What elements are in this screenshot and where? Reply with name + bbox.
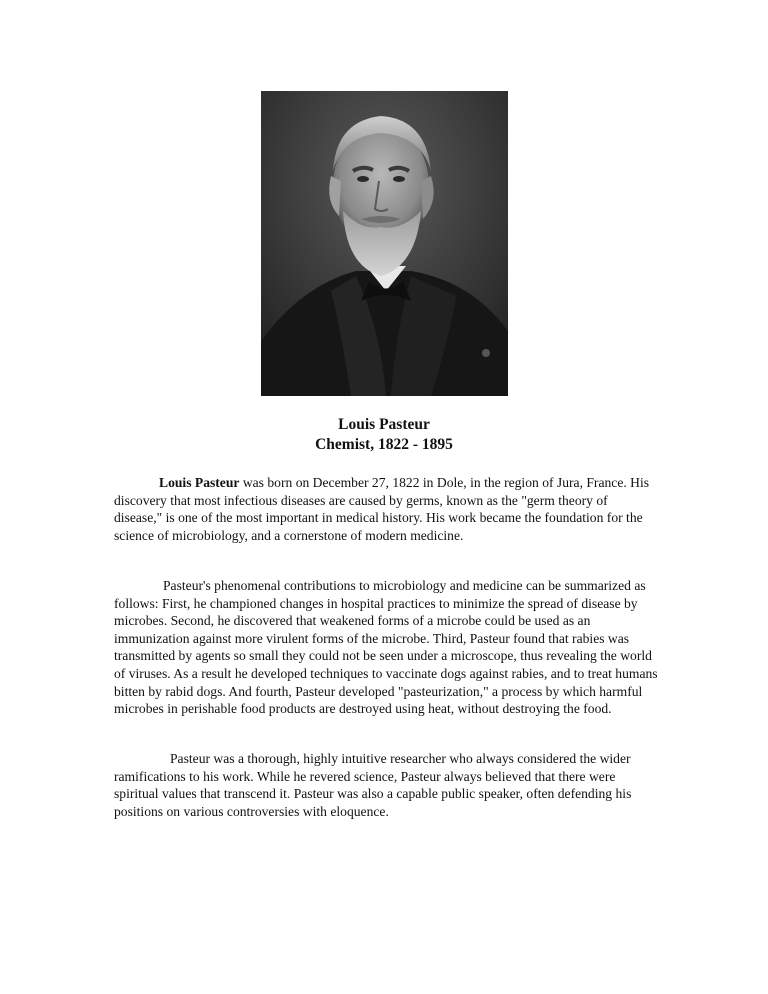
portrait-photo	[261, 91, 508, 396]
biography-paragraph-3	[114, 750, 659, 820]
person-subtitle-heading: Chemist, 1822 - 1895	[315, 436, 453, 453]
paragraph-1-text: was born on December 27, 1822 in Dole, in the region of Jura, France. His discovery that most infectious diseases are caused by germs, known as the "germ theory of disease," is one of the most important in medical history. His work became the foundation for the science of microbiology, and a cornerstone of modern medicine.	[114, 475, 650, 543]
paragraph-2-text: Pasteur's phenomenal contributions to microbiology and medicine can be summarized as follows: First, he championed changes in hospital practices to minimize the spread of disease by microbes. Second, he discovered that weakened forms of a microbe could be used as an immunization against more virulent forms of the microbe. Third, Pasteur found that rabies was transmitted by agents so small they could not be seen under a microscope, thus revealing the world of viruses. As a result he developed techniques to vaccinate dogs against rabies, and to treat humans bitten by rabid dogs. And fourth, Pasteur developed "pasteurization," a process by which harmful microbes in perishable food products are destroyed using heat, without destroying the food.	[114, 578, 658, 717]
paragraph-3-text: Pasteur was a thorough, highly intuitive researcher who always considered the wider ramifications to his work. While he revered science, Pasteur always believed that there were spiritual values that transcend it. Pasteur was also a capable public speaker, often defending his positions on various controversies with eloquence.	[114, 751, 632, 819]
person-name-heading: Louis Pasteur	[338, 416, 430, 433]
bold-name: Louis Pasteur	[159, 475, 240, 490]
biography-paragraph-2	[114, 577, 659, 718]
biography-paragraph-1	[114, 474, 659, 544]
